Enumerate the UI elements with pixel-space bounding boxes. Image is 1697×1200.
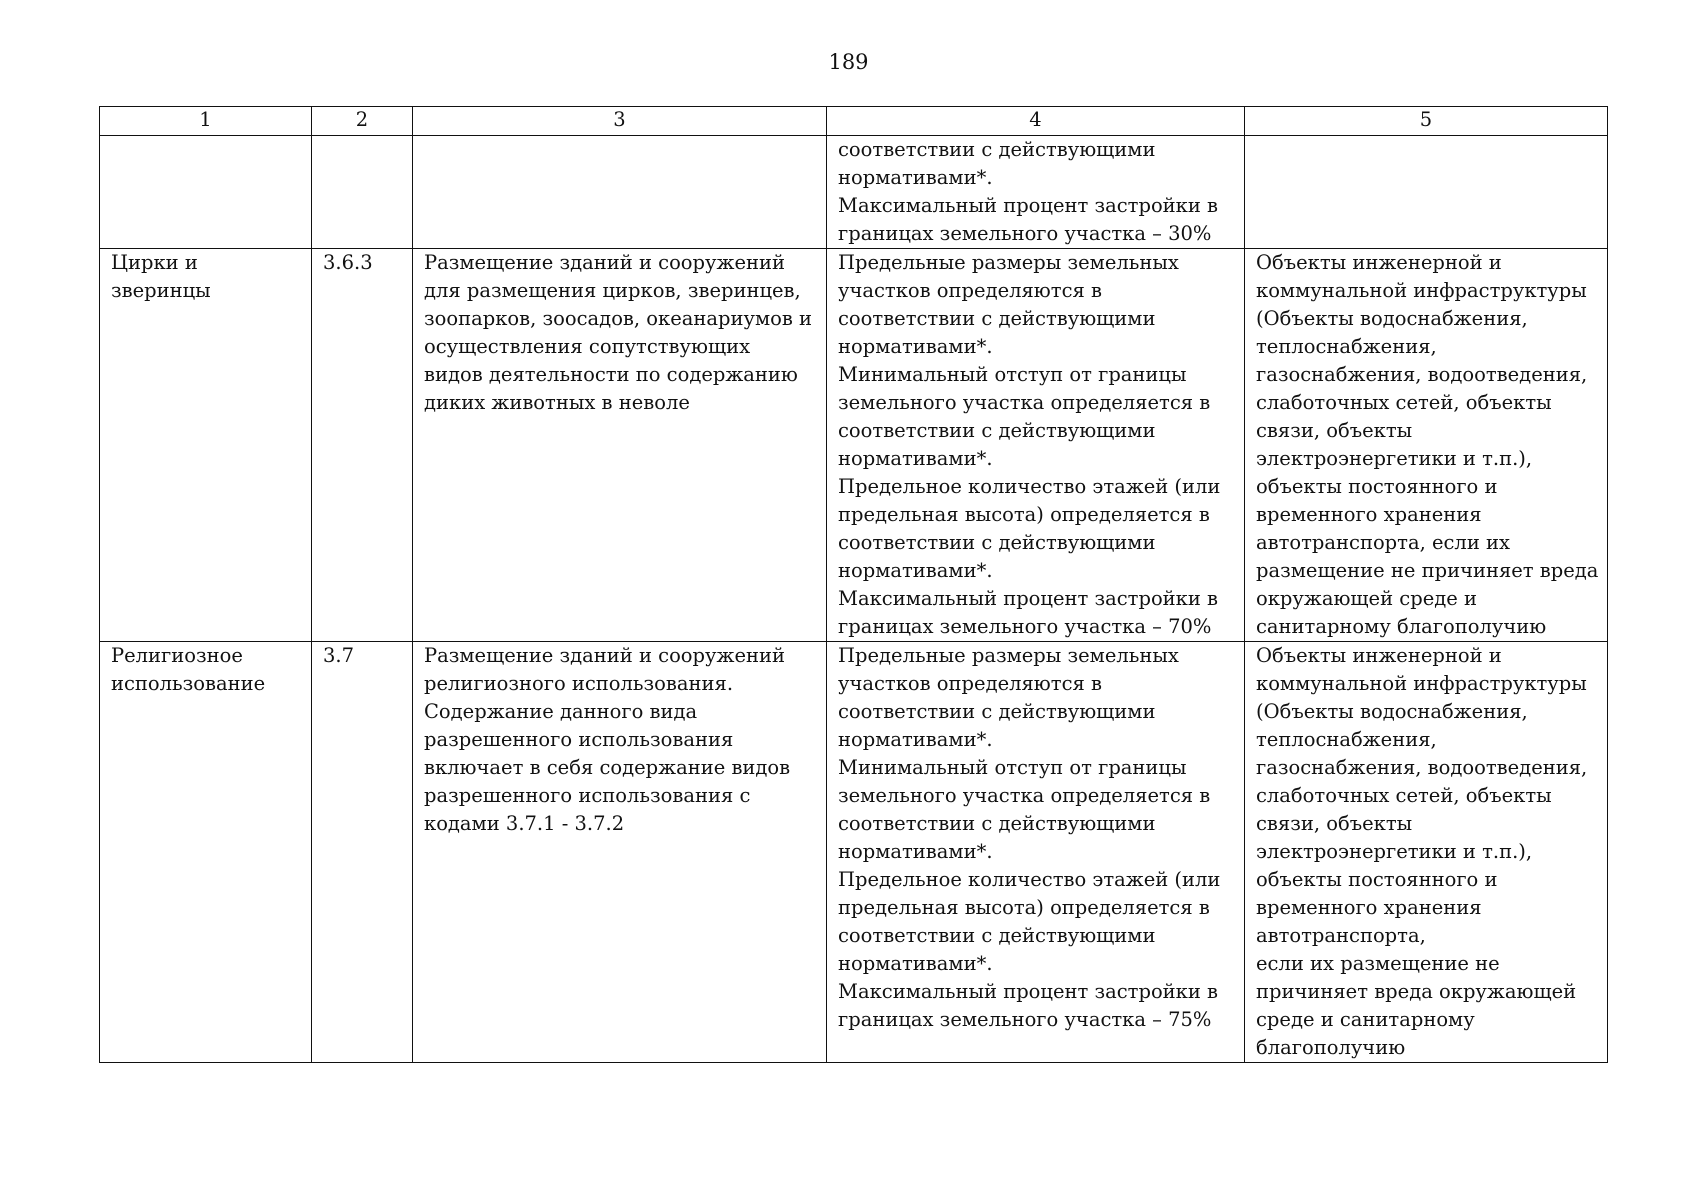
table-row [100, 642, 1608, 1063]
table-header-row [100, 107, 1608, 136]
column-header-3: 3 [413, 107, 827, 136]
auxiliary-uses-cell [1245, 642, 1608, 1063]
use-parameters: соответствии с действующими нормативами*. Максимальный процент застройки в границах земельного участка – 30% [838, 138, 1219, 245]
use-code: 3.7 [323, 644, 355, 667]
auxiliary-uses: Объекты инженерной и коммунальной инфраструктуры (Объекты водоснабжения, теплоснабжения, газоснабжения, водоотведения, слаботочных сетей, объекты связи, объекты электроэнергетики и т.п.), объекты постоянного и временного хранения автотранспорта, если их размещение не причиняет вреда окружающей среде и санитарному благополучию [1256, 644, 1588, 1059]
use-description: Размещение зданий и сооружений для размещения цирков, зверинцев, зоопарков, зоосадов, океанариумов и осуществления сопутствующих видов деятельности по содержанию диких животных в неволе [424, 251, 813, 414]
column-header-5: 5 [1245, 107, 1608, 136]
auxiliary-uses: Объекты инженерной и коммунальной инфраструктуры (Объекты водоснабжения, теплоснабжения, газоснабжения, водоотведения, слаботочных сетей, объекты связи, объекты электроэнергетики и т.п.), объекты постоянного и временного хранения автотранспорта, если их размещение не причиняет вреда окружающей среде и санитарному благополучию [1256, 251, 1599, 638]
land-use-table [99, 106, 1608, 1063]
use-name-cell [100, 136, 312, 249]
use-code-cell [312, 249, 413, 642]
page-number: 189 [828, 50, 869, 74]
use-code-cell [312, 136, 413, 249]
column-header-1: 1 [100, 107, 312, 136]
use-name-cell [100, 642, 312, 1063]
use-description-cell [413, 136, 827, 249]
column-header-4: 4 [827, 107, 1245, 136]
use-parameters: Предельные размеры земельных участков определяются в соответствии с действующими нормативами*. Минимальный отступ от границы земельного участка определяется в соответствии с действующими нормативами*. Предельное количество этажей (или предельная высота) определяется в соответствии с действующими нормативами*. Максимальный процент застройки в границах земельного участка – 70% [838, 251, 1221, 638]
use-description-cell [413, 642, 827, 1063]
use-name-cell [100, 249, 312, 642]
use-parameters-cell [827, 136, 1245, 249]
use-name: Цирки и зверинцы [111, 251, 211, 302]
table-row [100, 136, 1608, 249]
use-parameters: Предельные размеры земельных участков определяются в соответствии с действующими нормативами*. Минимальный отступ от границы земельного участка определяется в соответствии с действующими нормативами*. Предельное количество этажей (или предельная высота) определяется в соответствии с действующими нормативами*. Максимальный процент застройки в границах земельного участка – 75% [838, 644, 1221, 1031]
use-name: Религиозное использование [111, 644, 266, 695]
table-row [100, 249, 1608, 642]
use-description: Размещение зданий и сооружений религиозного использования. Содержание данного вида разрешенного использования включает в себя содержание видов разрешенного использования с кодами 3.7.1 - 3.7.2 [424, 644, 791, 835]
use-description-cell [413, 249, 827, 642]
use-code-cell [312, 642, 413, 1063]
auxiliary-uses-cell [1245, 136, 1608, 249]
use-parameters-cell [827, 642, 1245, 1063]
use-parameters-cell [827, 249, 1245, 642]
column-header-2: 2 [312, 107, 413, 136]
use-code: 3.6.3 [323, 251, 373, 274]
auxiliary-uses-cell [1245, 249, 1608, 642]
